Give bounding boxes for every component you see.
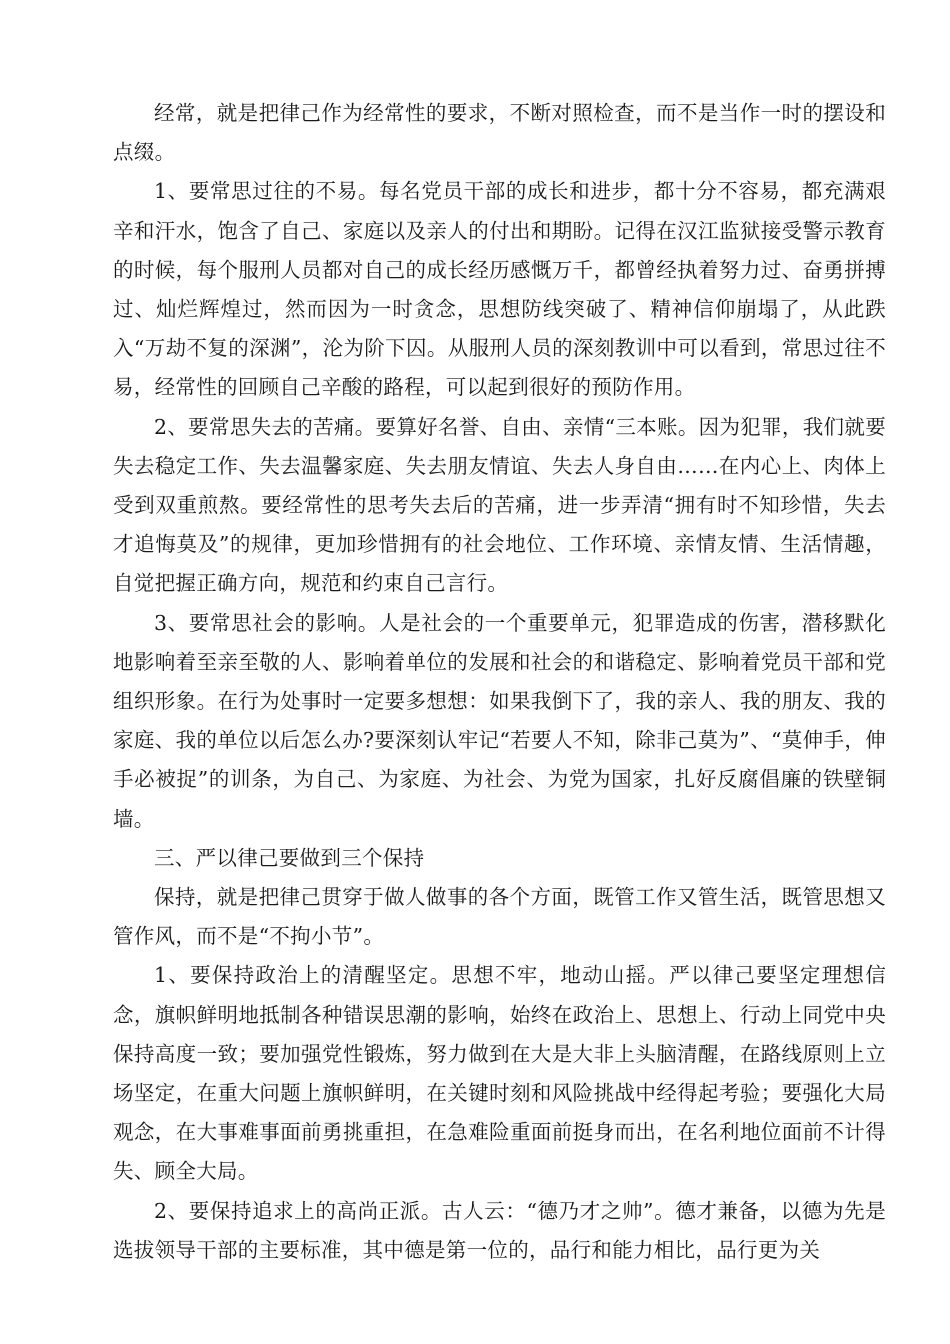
paragraph-2: 1、要常思过往的不易。每名党员干部的成长和进步，都十分不容易，都充满艰辛和汗水，饱含了自己、家庭以及亲人的付出和期盼。记得在汉江监狱接受警示教育的时候，每个服刑人员都对自己的成长经历感慨万千，都曾经执着努力过、奋勇拼搏过、灿烂辉煌过，然而因为一时贪念，思想防线突破了、精神信仰崩塌了，从此跌入“万劫不复的深渊”，沦为阶下囚。从服刑人员的深刻教训中可以看到，常思过往不易，经常性的回顾自己辛酸的路程，可以起到很好的预防作用。 — [113, 179, 886, 400]
paragraph-7: 2、要保持追求上的高尚正派。古人云：“德乃才之帅”。德才兼备，以德为先是选拔领导干部的主要标准，其中德是第一位的，品行和能力相比，品行更为关 — [113, 1198, 886, 1262]
paragraph-1: 经常，就是把律己作为经常性的要求，不断对照检查，而不是当作一时的摆设和点缀。 — [113, 101, 886, 165]
paragraph-4: 3、要常思社会的影响。人是社会的一个重要单元，犯罪造成的伤害，潜移默化地影响着至亲至敬的人、影响着单位的发展和社会的和谐稳定、影响着党员干部和党组织形象。在行为处事时一定要多想想：如果我倒下了，我的亲人、我的朋友、我的家庭、我的单位以后怎么办?要深刻认牢记“若要人不知，除非己莫为”、“莫伸手，伸手必被捉”的训条，为自己、为家庭、为社会、为党为国家，扎好反腐倡廉的铁壁铜墙。 — [113, 610, 886, 831]
document-body — [113, 94, 886, 1270]
paragraph-3: 2、要常思失去的苦痛。要算好名誉、自由、亲情“三本账。因为犯罪，我们就要失去稳定工作、失去温馨家庭、失去朋友情谊、失去人身自由……在内心上、肉体上受到双重煎熬。要经常性的思考失去后的苦痛，进一步弄清“拥有时不知珍惜，失去才追悔莫及”的规律，更加珍惜拥有的社会地位、工作环境、亲情友情、生活情趣，自觉把握正确方向，规范和约束自己言行。 — [113, 414, 886, 596]
section-heading: 三、严以律己要做到三个保持 — [154, 845, 425, 870]
paragraph-6: 1、要保持政治上的清醒坚定。思想不牢，地动山摇。严以律己要坚定理想信念，旗帜鲜明地抵制各种错误思潮的影响，始终在政治上、思想上、行动上同党中央保持高度一致；要加强党性锻炼，努力做到在大是大非上头脑清醒，在路线原则上立场坚定，在重大问题上旗帜鲜明，在关键时刻和风险挑战中经得起考验；要强化大局观念，在大事难事面前勇挑重担，在急难险重面前挺身而出，在名利地位面前不计得失、顾全大局。 — [113, 963, 886, 1184]
paragraph-5: 保持，就是把律己贯穿于做人做事的各个方面，既管工作又管生活，既管思想又管作风，而不是“不拘小节”。 — [113, 885, 886, 949]
